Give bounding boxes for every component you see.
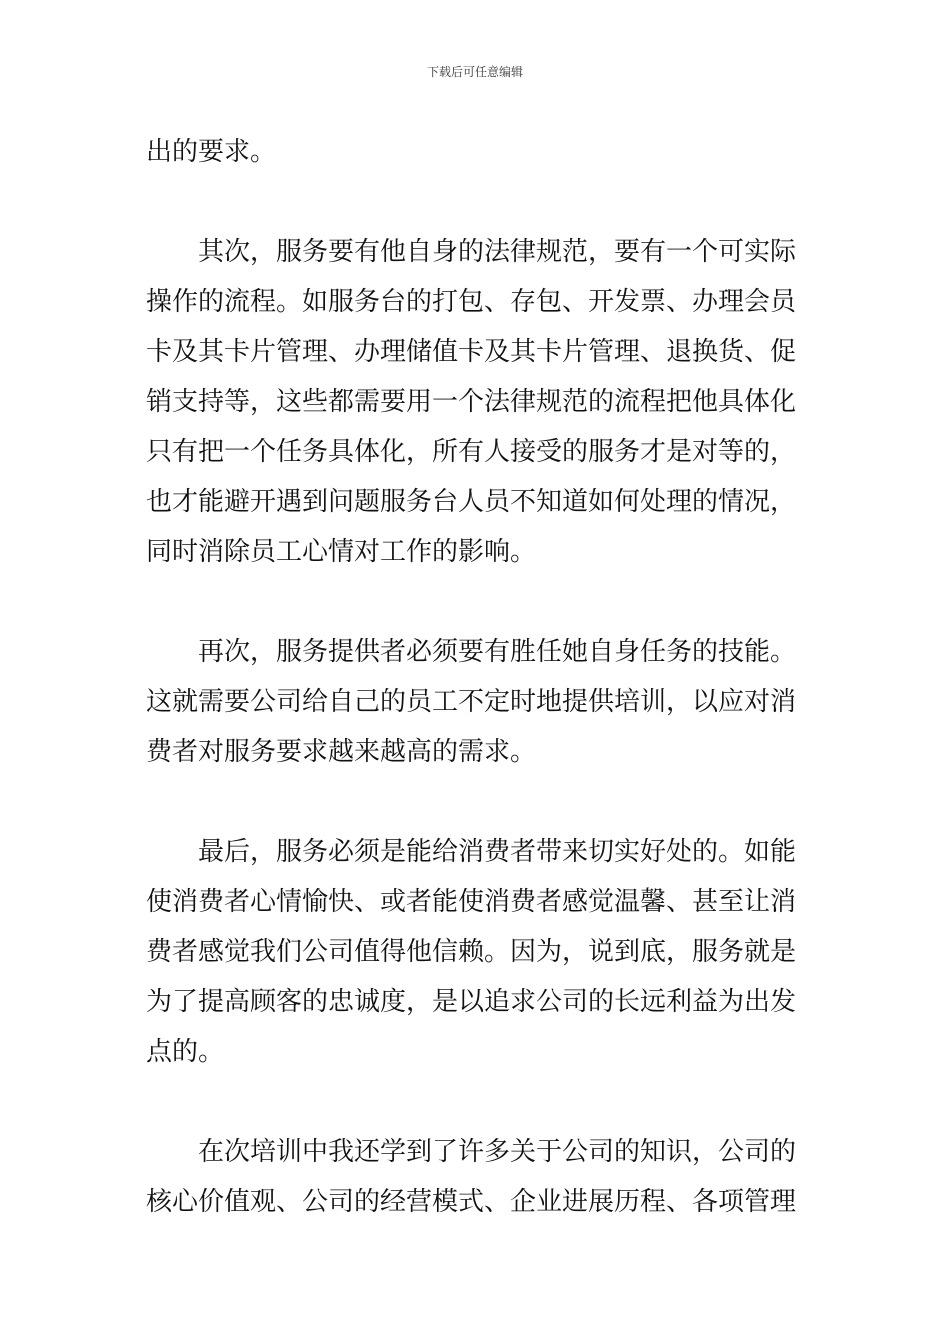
- text-line: 同时消除员工心情对工作的影响。: [146, 537, 537, 567]
- text-line: 费者感觉我们公司值得他信赖。因为，说到底，服务就是: [146, 937, 797, 967]
- paragraph: [146, 227, 808, 577]
- text-line: 最后，服务必须是能给消费者带来切实好处的。如能: [198, 837, 797, 867]
- text-line: 销支持等，这些都需要用一个法律规范的流程把他具体化: [146, 387, 797, 417]
- paragraph-spacer: [146, 777, 808, 827]
- text-line: 再次，服务提供者必须要有胜任她自身任务的技能。: [198, 637, 797, 667]
- paragraph-spacer: [146, 177, 808, 227]
- text-line: 其次，服务要有他自身的法律规范，要有一个可实际: [198, 237, 797, 267]
- text-line: 这就需要公司给自己的员工不定时地提供培训，以应对消: [146, 687, 797, 717]
- text-line: 卡及其卡片管理、办理储值卡及其卡片管理、退换货、促: [146, 337, 797, 367]
- text-line: 只有把一个任务具体化，所有人接受的服务才是对等的，: [146, 437, 797, 467]
- text-line: 为了提高顾客的忠诚度，是以追求公司的长远利益为出发: [146, 987, 797, 1017]
- text-line: 在次培训中我还学到了许多关于公司的知识，公司的: [198, 1137, 797, 1167]
- text-line: 出的要求。: [146, 137, 277, 167]
- text-line: 费者对服务要求越来越高的需求。: [146, 737, 537, 767]
- page-header: 下载后可任意编辑: [426, 65, 523, 79]
- text-line: 核心价值观、公司的经营模式、企业进展历程、各项管理: [146, 1187, 797, 1217]
- text-line: 点的。: [146, 1037, 225, 1067]
- paragraph-spacer: [146, 1077, 808, 1127]
- text-line: 使消费者心情愉快、或者能使消费者感觉温馨、甚至让消: [146, 887, 797, 917]
- paragraph: [146, 627, 808, 777]
- document-body: [146, 127, 808, 1227]
- text-line: 操作的流程。如服务台的打包、存包、开发票、办理会员: [146, 287, 797, 317]
- paragraph-continuation: [146, 127, 808, 177]
- text-line: 也才能避开遇到问题服务台人员不知道如何处理的情况，: [146, 487, 797, 517]
- paragraph-spacer: [146, 577, 808, 627]
- paragraph: [146, 827, 808, 1077]
- paragraph: [146, 1127, 808, 1227]
